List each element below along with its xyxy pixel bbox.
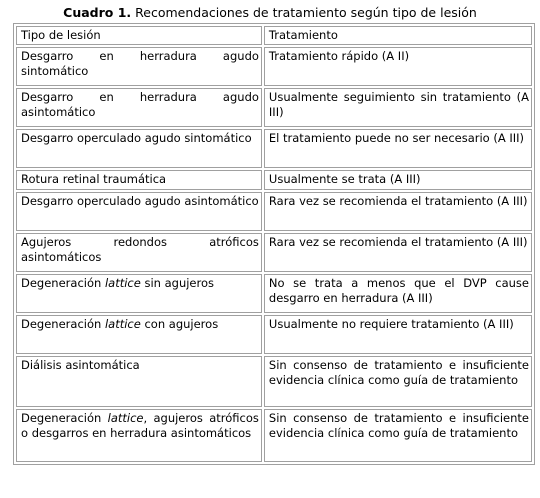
treatment-cell: El tratamiento puede no ser necesario (A III)	[264, 129, 532, 168]
table-caption	[0, 4, 540, 21]
caption-number: Cuadro 1.	[63, 5, 132, 20]
lesion-italic-term: lattice	[104, 317, 141, 331]
treatment-cell: Sin consenso de tratamiento e insuficiente evidencia clínica como guía de tratamiento	[264, 356, 532, 407]
lesion-text: , agujeros atróficos o desgarros en herradura asintomáticos	[21, 411, 259, 440]
treatment-cell: Rara vez se recomienda el tratamiento (A III)	[264, 233, 532, 272]
caption-text: Recomendaciones de tratamiento según tipo de lesión	[131, 5, 477, 20]
header-tipo-de-lesion: Tipo de lesión	[16, 26, 262, 45]
lesion-cell	[16, 409, 262, 462]
lesion-italic-term: lattice	[107, 411, 144, 425]
lesion-text: sin agujeros	[140, 276, 215, 290]
table-row	[16, 356, 532, 407]
lesion-italic-term: lattice	[104, 276, 141, 290]
table-row	[16, 274, 532, 313]
lesion-cell: Desgarro operculado agudo asintomático	[16, 192, 262, 231]
table-row	[16, 170, 532, 190]
table-row	[16, 47, 532, 86]
lesion-cell: Diálisis asintomática	[16, 356, 262, 407]
table-row	[16, 409, 532, 462]
lesion-cell: Desgarro en herradura agudo sintomático	[16, 47, 262, 86]
treatment-cell: Usualmente seguimiento sin tratamiento (A III)	[264, 88, 532, 127]
treatment-cell: Usualmente no requiere tratamiento (A III)	[264, 315, 532, 354]
lesion-cell: Desgarro en herradura agudo asintomático	[16, 88, 262, 127]
table-row	[16, 129, 532, 168]
table-row	[16, 192, 532, 231]
treatment-cell: Usualmente se trata (A III)	[264, 170, 532, 190]
lesion-cell	[16, 315, 262, 354]
treatment-cell: Rara vez se recomienda el tratamiento (A III)	[264, 192, 532, 231]
lesion-cell: Rotura retinal traumática	[16, 170, 262, 190]
table-header-row	[16, 26, 532, 45]
lesion-text: con agujeros	[140, 317, 219, 331]
treatment-cell: Tratamiento rápido (A II)	[264, 47, 532, 86]
table-row	[16, 233, 532, 272]
lesion-cell: Agujeros redondos atróficos asintomáticos	[16, 233, 262, 272]
lesion-cell	[16, 274, 262, 313]
header-tratamiento: Tratamiento	[264, 26, 532, 45]
lesion-text: Degeneración	[21, 411, 108, 425]
treatment-cell: Sin consenso de tratamiento e insuficiente evidencia clínica como guía de tratamiento	[264, 409, 532, 462]
table-row	[16, 315, 532, 354]
treatment-cell: No se trata a menos que el DVP cause desgarro en herradura (A III)	[264, 274, 532, 313]
lesion-text: Degeneración	[21, 276, 105, 290]
table-row	[16, 88, 532, 127]
lesion-cell: Desgarro operculado agudo sintomático	[16, 129, 262, 168]
recommendations-table	[13, 23, 535, 465]
lesion-text: Degeneración	[21, 317, 105, 331]
